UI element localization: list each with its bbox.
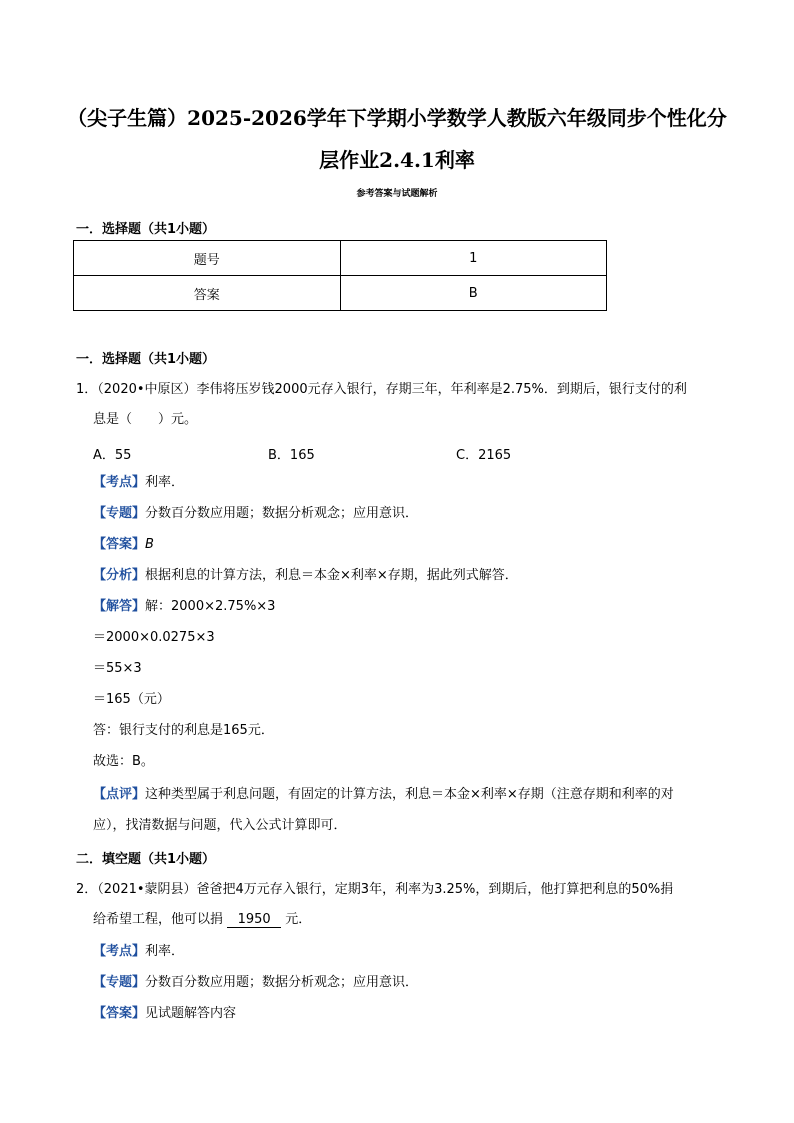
q1-reply: 答：银行支付的利息是165元． bbox=[93, 723, 274, 738]
kaodian-text: 利率． bbox=[145, 944, 185, 959]
q1-dianping-line2: 应），找清数据与问题，代入公式计算即可． bbox=[93, 818, 347, 833]
zhuanti-tag: 【专题】 bbox=[93, 506, 146, 521]
q2-answer bbox=[93, 1005, 236, 1023]
answer-tag: 【答案】 bbox=[93, 537, 146, 552]
zhuanti-text: 分数百分数应用题；数据分析观念；应用意识． bbox=[145, 506, 419, 521]
dianping-text: 这种类型属于利息问题，有固定的计算方法，利息＝本金×利率×存期（注意存期和利率的对 bbox=[145, 787, 674, 802]
q1-zhuanti bbox=[93, 505, 418, 523]
q1-option-c: C．2165 bbox=[456, 448, 512, 463]
fenxi-text: 根据利息的计算方法，利息＝本金×利率×存期，据此列式解答． bbox=[145, 568, 518, 583]
q2-zhuanti bbox=[93, 974, 418, 992]
q1-answer bbox=[93, 536, 154, 554]
table-cell: 答案 bbox=[74, 276, 341, 311]
q1-stem-line1: 1．（2020•中原区）李伟将压岁钱2000元存入银行，存期三年，年利率是2.75%．到期后，银行支付的利 bbox=[76, 382, 687, 397]
zhuanti-tag: 【专题】 bbox=[93, 975, 146, 990]
q2-kaodian bbox=[93, 943, 184, 961]
answer-tag: 【答案】 bbox=[93, 1006, 146, 1021]
fenxi-tag: 【分析】 bbox=[93, 568, 146, 583]
table-row bbox=[74, 241, 607, 276]
q1-step3: ＝165（元） bbox=[93, 692, 170, 707]
kaodian-tag: 【考点】 bbox=[93, 944, 146, 959]
q2-answer-blank: 1950 bbox=[227, 912, 281, 928]
answer-text: B bbox=[145, 537, 154, 552]
answer-text: 见试题解答内容 bbox=[145, 1006, 237, 1021]
q1-step1: ＝2000×0.0275×3 bbox=[93, 630, 215, 645]
table-cell: 题号 bbox=[74, 241, 341, 276]
zhuanti-text: 分数百分数应用题；数据分析观念；应用意识． bbox=[145, 975, 419, 990]
q1-jieda bbox=[93, 598, 275, 616]
q1-dianping-line1 bbox=[93, 786, 674, 804]
q1-choose: 故选：B。 bbox=[93, 754, 154, 769]
jieda-text: 解：2000×2.75%×3 bbox=[145, 599, 276, 614]
page-subtitle: 参考答案与试题解析 bbox=[356, 189, 438, 199]
q1-option-b: B．165 bbox=[268, 448, 315, 463]
summary-section-heading: 一．选择题（共1小题） bbox=[76, 222, 216, 237]
q1-kaodian bbox=[93, 474, 184, 492]
jieda-tag: 【解答】 bbox=[93, 599, 146, 614]
q1-fenxi bbox=[93, 567, 518, 585]
table-row bbox=[74, 276, 607, 311]
kaodian-text: 利率． bbox=[145, 475, 185, 490]
table-cell: B bbox=[340, 276, 607, 311]
answer-summary-table bbox=[73, 240, 607, 311]
page-title-line1: （尖子生篇）2025-2026学年下学期小学数学人教版六年级同步个性化分 bbox=[67, 106, 727, 130]
q2-stem-after: 元． bbox=[285, 912, 312, 927]
q2-stem-line1: 2．（2021•蒙阴县）爸爸把4万元存入银行，定期3年，利率为3.25%，到期后，他打算把利息的50%捐 bbox=[76, 882, 674, 897]
kaodian-tag: 【考点】 bbox=[93, 475, 146, 490]
table-cell: 1 bbox=[340, 241, 607, 276]
q1-option-a: A．55 bbox=[93, 448, 132, 463]
dianping-tag: 【点评】 bbox=[93, 787, 146, 802]
q1-step2: ＝55×3 bbox=[93, 661, 142, 676]
section2-heading: 二．填空题（共1小题） bbox=[76, 852, 216, 867]
page-title-line2: 层作业2.4.1利率 bbox=[319, 148, 475, 172]
section1-heading: 一．选择题（共1小题） bbox=[76, 352, 216, 367]
q2-stem-before: 给希望工程，他可以捐 bbox=[93, 912, 224, 927]
q1-stem-line2: 息是（ ）元。 bbox=[93, 412, 198, 427]
q2-stem-line2 bbox=[93, 911, 311, 929]
